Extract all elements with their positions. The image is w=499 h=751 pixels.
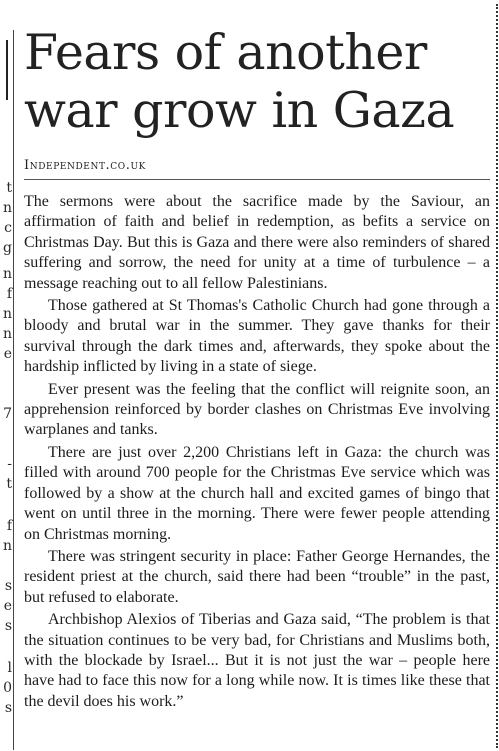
left-fragment: f — [6, 286, 12, 302]
left-fragment: l — [7, 660, 12, 676]
left-fragment: s — [4, 618, 12, 634]
column-divider — [13, 30, 14, 750]
left-fragment: s — [4, 700, 12, 716]
headline: Fears of another war grow in Gaza — [24, 24, 455, 139]
left-fragment: e — [3, 598, 12, 614]
dotted-column-border — [496, 4, 498, 748]
left-fragment: - — [7, 456, 12, 472]
left-fragment: n — [2, 306, 12, 322]
left-fragment: f — [6, 518, 12, 534]
adjacent-column-fragment — [0, 0, 14, 751]
paragraph: Those gathered at St Thomas's Catholic Church had gone through a bloody and brutal war in the summer. They gave thanks for their survival through the dark times and, afterwards, they spoke about the hardship inflicted by living in a state of siege. — [24, 297, 490, 376]
left-fragment: n — [2, 326, 12, 342]
left-fragment: n — [2, 538, 12, 554]
paragraph: There was stringent security in place: Father George Hernandes, the resident priest at the church, said there had been “trouble” in the past, but refused to elaborate. — [24, 547, 490, 606]
left-fragment: e — [3, 346, 12, 362]
paragraph: Ever present was the feeling that the conflict will reignite soon, an apprehension reinforced by border clashes on Christmas Eve involving warplanes and tanks. — [24, 380, 490, 439]
left-fragment: t — [6, 476, 12, 492]
left-fragment: c — [4, 220, 12, 236]
left-fragment: t — [6, 180, 12, 196]
article-body — [24, 192, 490, 712]
left-fragment: 7 — [3, 406, 12, 422]
left-fragment: s — [4, 578, 12, 594]
paragraph: There are just over 2,200 Christians left in Gaza: the church was filled with around 700 people for the Christmas Eve service which was followed by a show at the church hall and excited games of bingo that went on until three in the morning. There were fewer people attending on Christmas morning. — [24, 443, 490, 543]
article — [24, 0, 490, 714]
column-bracket — [0, 40, 8, 100]
left-fragment: 0 — [3, 680, 12, 696]
left-fragment: n — [2, 266, 12, 282]
paragraph: Archbishop Alexios of Tiberias and Gaza said, “The problem is that the situation continues to be very bad, for Christians and Muslims both, with the blockade by Israel... But it is not just the war – people here have had to face this now for a long while now. It is times like these that the devil does his work.” — [24, 611, 490, 710]
paragraph: The sermons were about the sacrifice made by the Saviour, an affirmation of faith and belief in redemption, as befits a service on Christmas Day. But this is Gaza and there were also reminders of shared suffering and sorrow, the need for unity at a time of turbulence – a message reaching out to all fellow Palestinians. — [24, 193, 490, 292]
left-fragment: n — [2, 200, 12, 216]
source-credit: Independent.co.uk — [24, 158, 490, 180]
left-fragment: g — [3, 240, 12, 256]
